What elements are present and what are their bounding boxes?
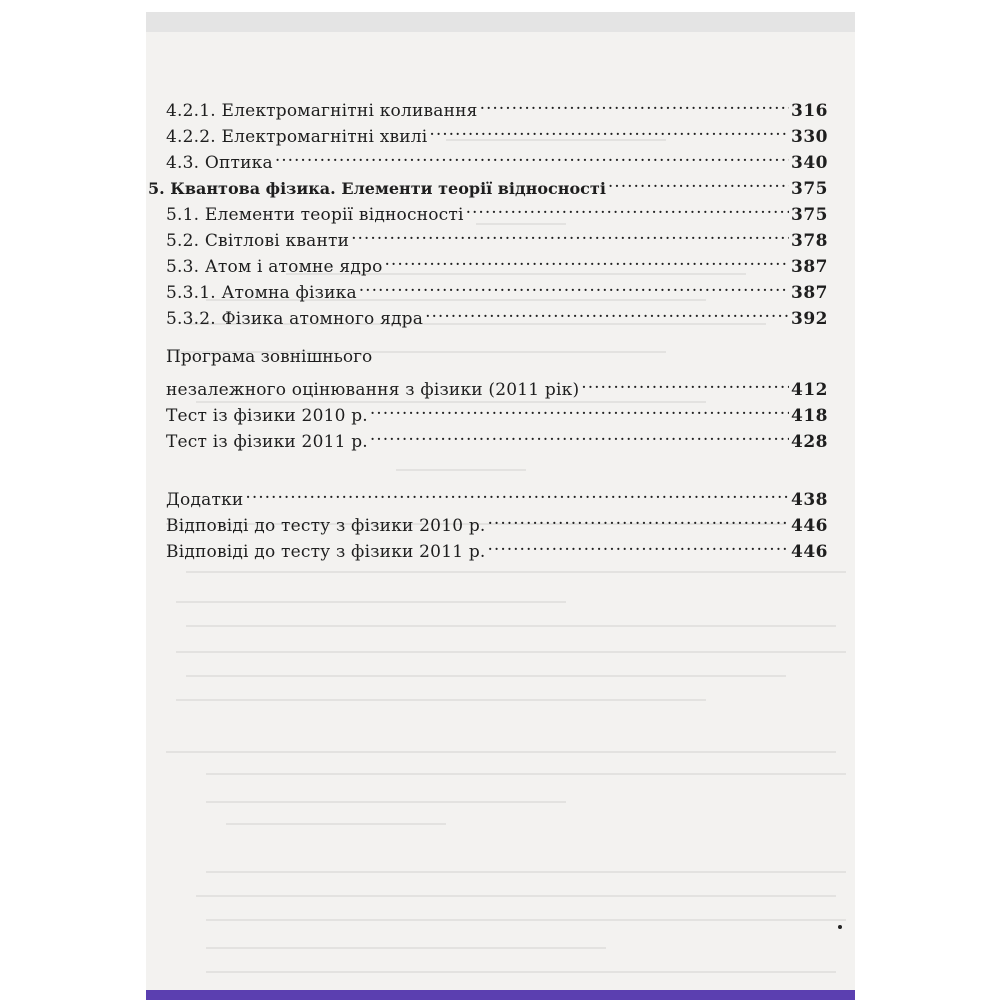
- toc-entry: [166, 118, 828, 147]
- toc-entry-title: 5.3.2. Фізика атомного ядра: [166, 309, 424, 329]
- toc-entry-title: Тест із фізики 2011 р.: [166, 432, 368, 452]
- toc-appendix-entry: [166, 481, 828, 510]
- toc-page-number: 438: [791, 490, 828, 510]
- toc-page-number: 387: [791, 257, 828, 277]
- toc-entry: [166, 248, 828, 277]
- toc-page-number: 412: [791, 380, 828, 400]
- toc-test-entry: [166, 423, 828, 452]
- toc-entry-title: Відповіді до тесту з фізики 2010 р.: [166, 516, 486, 536]
- toc-page-number: 316: [791, 101, 828, 121]
- dot-leader: [385, 248, 789, 272]
- dot-leader: [275, 144, 789, 168]
- toc-page-number: 446: [791, 516, 828, 536]
- toc-entry-title: 5.1. Елементи теорії відносності: [166, 205, 464, 225]
- book-page: [146, 12, 855, 990]
- dot-leader: [488, 533, 789, 557]
- dot-leader: [351, 222, 789, 246]
- toc-entry: [166, 92, 828, 121]
- toc-entry-title: 4.3. Оптика: [166, 153, 273, 173]
- toc-page-number: 340: [791, 153, 828, 173]
- toc-entry: [166, 144, 828, 173]
- toc-entry: [166, 274, 828, 303]
- dot-leader: [429, 118, 789, 142]
- ink-dot: [838, 925, 842, 929]
- toc-page-number: 428: [791, 432, 828, 452]
- toc-page-number: 418: [791, 406, 828, 426]
- toc-page-number: 392: [791, 309, 828, 329]
- toc-page-number: 378: [791, 231, 828, 251]
- toc-appendix-entry: [166, 533, 828, 562]
- toc-entry-title: 5.3.1. Атомна фізика: [166, 283, 357, 303]
- toc-entry-title: 4.2.1. Електромагнітні коливання: [166, 101, 478, 121]
- dot-leader: [359, 274, 789, 298]
- dot-leader: [488, 507, 789, 531]
- toc-section-title: 5. Квантова фізика. Елементи теорії відносності: [148, 179, 606, 198]
- toc-page-number: 375: [791, 205, 828, 225]
- toc-page-number: 330: [791, 127, 828, 147]
- dot-leader: [466, 196, 789, 220]
- dot-leader: [245, 481, 789, 505]
- toc-entry: [166, 222, 828, 251]
- toc-entry-title: незалежного оцінювання з фізики (2011 рік): [166, 380, 580, 400]
- dot-leader: [480, 92, 789, 116]
- toc-entry-title: Тест із фізики 2010 р.: [166, 406, 368, 426]
- toc-page-number: 375: [791, 179, 828, 199]
- bottom-color-band: [146, 990, 855, 1000]
- dot-leader: [581, 371, 789, 395]
- dot-leader: [608, 170, 789, 194]
- toc-entry-title: Відповіді до тесту з фізики 2011 р.: [166, 542, 486, 562]
- toc-test-entry: [166, 397, 828, 426]
- toc-entry-title: 5.3. Атом і атомне ядро: [166, 257, 383, 277]
- toc-entry: [166, 196, 828, 225]
- toc-appendix-entry: [166, 507, 828, 536]
- toc-program-entry: [166, 371, 828, 400]
- toc-section-heading: [148, 170, 828, 199]
- dot-leader: [370, 423, 789, 447]
- toc-entry-title: 4.2.2. Електромагнітні хвилі: [166, 127, 428, 147]
- toc-entry-title: 5.2. Світлові кванти: [166, 231, 350, 251]
- toc-page-number: 387: [791, 283, 828, 303]
- table-of-contents: [146, 12, 855, 990]
- dot-leader: [370, 397, 789, 421]
- dot-leader: [425, 300, 789, 324]
- toc-entry-title: Додатки: [166, 490, 244, 510]
- toc-program-line-1: Програма зовнішнього: [166, 347, 373, 367]
- toc-page-number: 446: [791, 542, 828, 562]
- toc-entry: [166, 300, 828, 329]
